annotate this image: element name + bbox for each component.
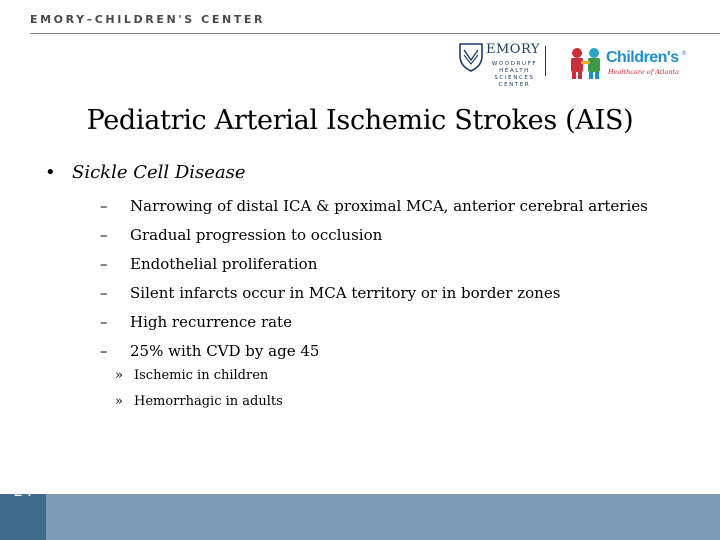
sub-bullet-list [100,197,648,371]
subsub-bullet-item [115,368,283,394]
sub-bullet-item [100,255,648,284]
sub-bullet-item [100,226,648,255]
footer-bar [0,494,720,540]
subsub-bullet-list [115,368,283,420]
header-divider [30,33,720,34]
subsub-bullet-item [115,394,283,420]
sub-bullet-text: 25% with CVD by age 45 [130,342,320,360]
slide-title: Pediatric Arterial Ischemic Strokes (AIS) [86,105,634,136]
dash-marker: – [100,342,108,360]
childrens-figures-icon [566,44,606,80]
sub-bullet-text: Gradual progression to occlusion [130,226,383,244]
childrens-logo-subtitle: Healthcare of Atlanta [608,68,680,76]
raquo-marker: » [115,394,123,409]
sub-bullet-text: High recurrence rate [130,313,292,331]
dash-marker: – [100,284,108,302]
childrens-logo-registered: ® [681,50,687,57]
emory-logo-name: EMORY [486,42,540,57]
dash-marker: – [100,226,108,244]
sub-bullet-item [100,342,648,371]
raquo-marker: » [115,368,123,383]
bullet-text: Sickle Cell Disease [72,162,246,183]
emory-logo-subtitle: WOODRUFF HEALTH SCIENCES CENTER [491,61,538,88]
dash-marker: – [100,255,108,273]
sub-bullet-item [100,284,648,313]
logo-divider [545,46,546,76]
childrens-logo [566,44,691,84]
childrens-logo-name: Children's [606,49,679,66]
emory-shield-icon [458,42,484,72]
page-number: 24 [13,482,33,500]
header-org-name: EMORY–CHILDREN'S CENTER [30,13,266,26]
sub-bullet-item [100,313,648,342]
subsub-bullet-text: Ischemic in children [134,368,269,383]
sub-bullet-item [100,197,648,226]
emory-logo [456,42,546,92]
subsub-bullet-text: Hemorrhagic in adults [134,394,283,409]
dash-marker: – [100,313,108,331]
bullet-marker: • [45,162,56,183]
sub-bullet-text: Narrowing of distal ICA & proximal MCA, anterior cerebral arteries [130,197,648,215]
sub-bullet-text: Endothelial proliferation [130,255,318,273]
sub-bullet-text: Silent infarcts occur in MCA territory or in border zones [130,284,561,302]
dash-marker: – [100,197,108,215]
